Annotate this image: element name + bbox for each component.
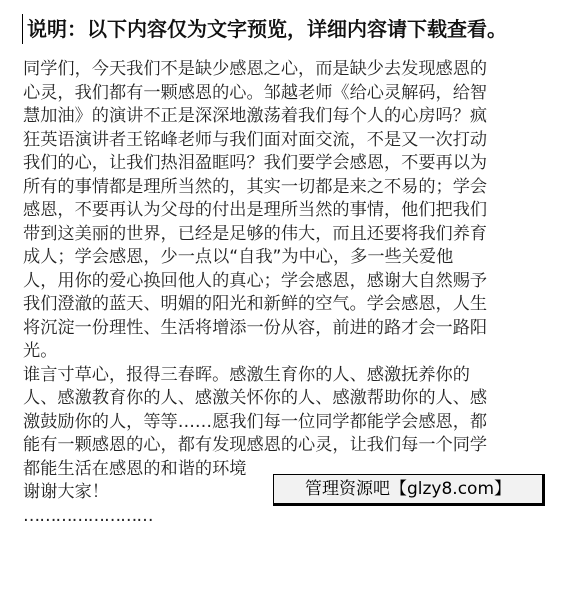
ellipsis-dots: …………………… xyxy=(23,505,153,526)
document-body xyxy=(23,58,547,528)
closing-text: 谢谢大家！ xyxy=(23,482,109,502)
document-paragraph: 谁言寸草心，报得三春晖。感激生育你的人、感激抚养你的 人、感激教育你的人、感激关怀你的人、感激帮助你的人、感 激鼓励你的人，等等……愿我们每一位同学都能学会感恩，都 能有一颗感恩的心，都有发现感恩的心灵，让我们每一个同学 都能生活在感恩的和谐的环境 xyxy=(23,364,488,479)
preview-notice: 说明：以下内容仅为文字预览，详细内容请下载查看。 xyxy=(22,14,567,44)
document-paragraph: 同学们，今天我们不是缺少感恩之心，而是缺少去发现感恩的 心灵，我们都有一颗感恩的心。邹越老师《给心灵解码，给智 慧加油》的演讲不正是深深地激荡着我们每个人的心房吗？疯 狂英语演讲者王铭峰老师与我们面对面交流，不是又一次打动 我们的心，让我们热泪盈眶吗？我们要学会感恩，不要再以为 所有的事情都是理所当然的，其实一切都是来之不易的；学会 感恩，不要再认为父母的付出是理所当然的事情，他们把我们 带到这美丽的世界，已经是足够的伟大，而且还要将我们养育 成人；学会感恩，少一点以“自我”为中心，多一些关爱他 人，用你的爱心换回他人的真心；学会感恩，感谢大自然赐予 我们澄澈的蓝天、明媚的阳光和新鲜的空气。学会感恩，人生 将沉淀一份理性、生活将增添一份从容，前进的路才会一路阳 光。 xyxy=(23,59,488,361)
watermark-banner: 管理资源吧【glzy8.com】 xyxy=(273,474,545,506)
